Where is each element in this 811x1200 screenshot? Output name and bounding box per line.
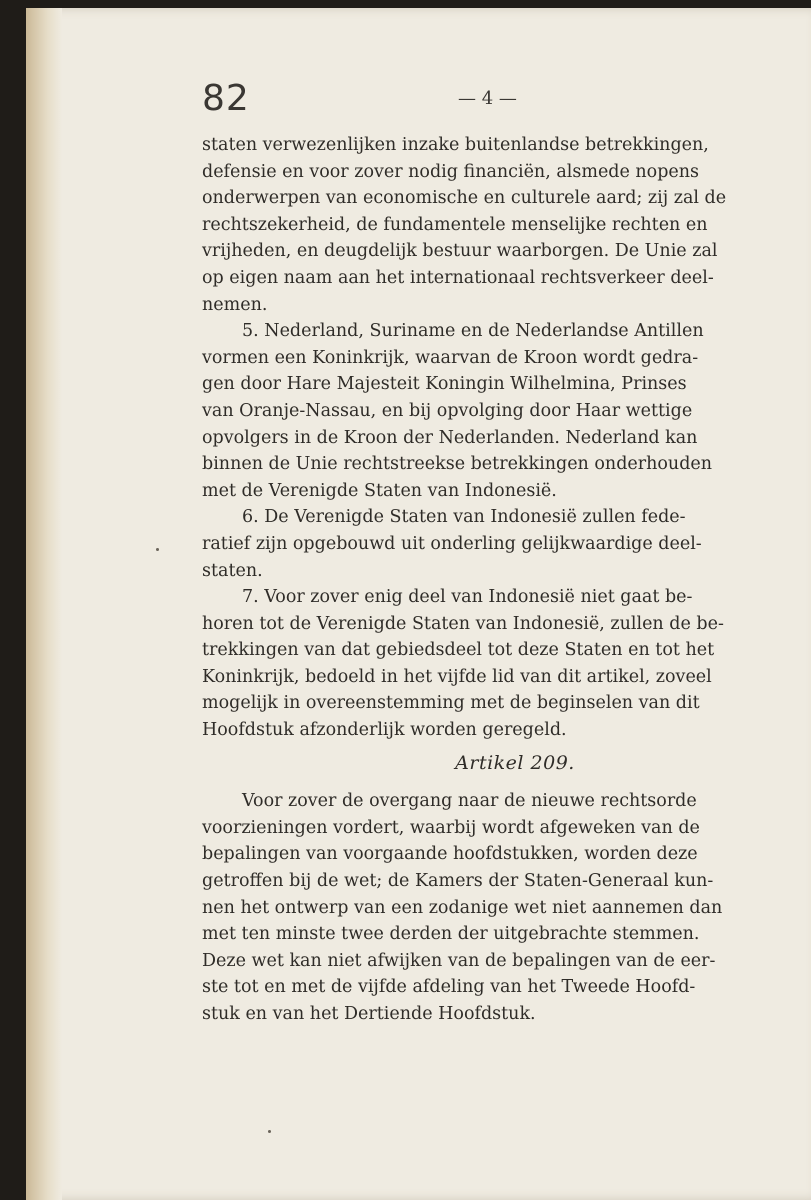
text-line: vormen een Koninkrijk, waarvan de Kroon wordt gedra-	[202, 347, 699, 368]
text-line: ratief zijn opgebouwd uit onderling gelijkwaardige deel-	[202, 533, 702, 554]
text-line: bepalingen van voorgaande hoofdstukken, worden deze	[202, 844, 698, 865]
text-line: 5. Nederland, Suriname en de Nederlandse Antillen	[242, 321, 704, 342]
text-line: trekkingen van dat gebiedsdeel tot deze Staten en tot het	[202, 640, 715, 661]
article-heading: Artikel 209.	[455, 751, 575, 774]
text-line: Voor zover de overgang naar de nieuwe rechtsorde	[242, 791, 697, 812]
paper-speck	[268, 1130, 271, 1133]
page-binding-edge	[26, 8, 62, 1200]
text-line: nemen.	[202, 294, 268, 315]
text-line: Koninkrijk, bedoeld in het vijfde lid van dit artikel, zoveel	[202, 666, 712, 687]
body-text	[202, 132, 788, 1028]
text-line: op eigen naam aan het internationaal rechtsverkeer deel-	[202, 267, 714, 288]
paragraph-lid-7	[202, 584, 788, 744]
text-line: getroffen bij de wet; de Kamers der Staten-Generaal kun-	[202, 871, 714, 892]
text-line: van Oranje-Nassau, en bij opvolging door Haar wettige	[202, 400, 693, 421]
text-line: staten.	[202, 560, 263, 581]
text-line: voorzieningen vordert, waarbij wordt afgeweken van de	[202, 817, 700, 838]
paragraph-lid-5	[202, 318, 788, 504]
text-line: opvolgers in de Kroon der Nederlanden. Nederland kan	[202, 427, 698, 448]
text-line: mogelijk in overeenstemming met de beginselen van dit	[202, 693, 700, 714]
paper-speck	[156, 548, 159, 551]
text-line: binnen de Unie rechtstreekse betrekkingen onderhouden	[202, 454, 713, 475]
text-line: stuk en van het Dertiende Hoofdstuk.	[202, 1004, 536, 1024]
paragraph-article-209	[202, 788, 788, 1027]
text-line: vrijheden, en deugdelijk bestuur waarborgen. De Unie zal	[202, 241, 718, 262]
text-line: staten verwezenlijken inzake buitenlandse betrekkingen,	[202, 135, 709, 155]
paragraph-continuation	[202, 132, 788, 318]
running-head: — 4 —	[458, 88, 517, 109]
text-line: rechtszekerheid, de fundamentele menselijke rechten en	[202, 214, 708, 235]
text-line: met de Verenigde Staten van Indonesië.	[202, 480, 557, 501]
text-line: 6. De Verenigde Staten van Indonesië zullen fede-	[242, 507, 686, 528]
text-line: gen door Hare Majesteit Koningin Wilhelmina, Prinses	[202, 374, 687, 395]
text-line: met ten minste twee derden der uitgebrachte stemmen.	[202, 924, 700, 945]
text-line: horen tot de Verenigde Staten van Indonesië, zullen de be-	[202, 613, 724, 634]
text-line: nen het ontwerp van een zodanige wet niet aannemen dan	[202, 897, 723, 918]
text-line: Hoofdstuk afzonderlijk worden geregeld.	[202, 720, 567, 741]
text-line: ste tot en met de vijfde afdeling van het Tweede Hoofd-	[202, 977, 696, 998]
paragraph-lid-6	[202, 504, 788, 584]
page-number: 82	[202, 78, 250, 119]
text-line: 7. Voor zover enig deel van Indonesië niet gaat be-	[242, 587, 693, 608]
text-line: defensie en voor zover nodig financiën, alsmede nopens	[202, 161, 700, 182]
text-line: onderwerpen van economische en culturele aard; zij zal de	[202, 188, 727, 209]
text-line: Deze wet kan niet afwijken van de bepalingen van de eer-	[202, 950, 716, 971]
